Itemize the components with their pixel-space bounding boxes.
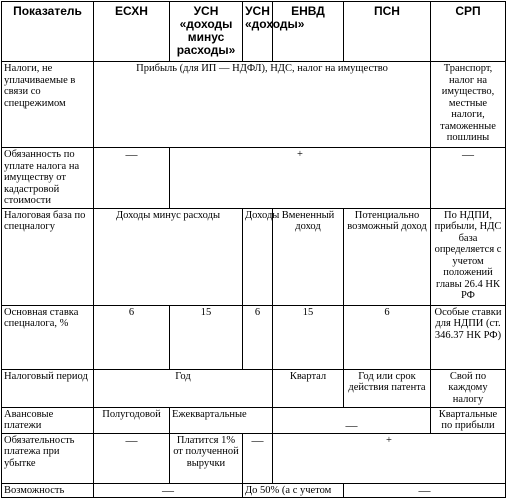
cell-loss-eskhn: — xyxy=(94,433,170,483)
cell-advance-quarterly: Ежеквартальные xyxy=(170,407,273,433)
cell-tax-base-psn: Потенциально возможный доход xyxy=(344,208,431,305)
row-label-advance: Авансовые платежи xyxy=(2,407,94,433)
cell-property-tax-merged: + xyxy=(170,148,431,209)
row-label-loss: Обязательность платежа при убытке xyxy=(2,433,94,483)
row-label-possibility: Возможность xyxy=(2,483,94,498)
cell-possibility-psn-srp: — xyxy=(344,483,506,498)
cell-rate-srp: Особые ставки для НДПИ (ст. 346.37 НК РФ) xyxy=(431,305,506,369)
header-usn-income: УСН «доходы» xyxy=(243,2,273,62)
cell-period-envd: Квартал xyxy=(273,369,344,407)
cell-possibility-usn-envd: До 50% (а с учетом xyxy=(243,483,344,498)
table-row-rate xyxy=(2,305,506,369)
cell-tax-base-envd: Вмененный доход xyxy=(273,208,344,305)
header-envd: ЕНВД xyxy=(273,2,344,62)
cell-rate-psn: 6 xyxy=(344,305,431,369)
header-indicator: Показатель xyxy=(2,2,94,62)
cell-tax-base-usn-income: Доходы xyxy=(243,208,273,305)
table-row-loss xyxy=(2,433,506,483)
row-label-rate: Основная ставка спецналога, % xyxy=(2,305,94,369)
header-row xyxy=(2,2,506,62)
row-label-property-tax: Обязанность по уплате налога на имуществу от кадастровой стоимости xyxy=(2,148,94,209)
header-psn: ПСН xyxy=(344,2,431,62)
cell-not-paid-srp: Транспорт, налог на имущество, местные налоги, таможенные пошлины xyxy=(431,62,506,148)
cell-period-year: Год xyxy=(94,369,273,407)
header-usn-income-minus-expenses: УСН «доходы минус расходы» xyxy=(170,2,243,62)
cell-rate-envd: 15 xyxy=(273,305,344,369)
cell-tax-base-srp: По НДПИ, прибыли, НДС база определяется с учетом положений главы 26.4 НК РФ xyxy=(431,208,506,305)
cell-loss-usn-dr: Платится 1% от полученной выручки xyxy=(170,433,243,483)
cell-tax-base-income-minus-expenses: Доходы минус расходы xyxy=(94,208,243,305)
cell-rate-usn-dr: 15 xyxy=(170,305,243,369)
cell-rate-eskhn: 6 xyxy=(94,305,170,369)
cell-period-psn: Год или срок действия патента xyxy=(344,369,431,407)
table-row-tax-base xyxy=(2,208,506,305)
cell-period-srp: Свой по каждому налогу xyxy=(431,369,506,407)
cell-property-tax-eskhn: — xyxy=(94,148,170,209)
table-row-period xyxy=(2,369,506,407)
table-row-advance xyxy=(2,407,506,433)
row-label-not-paid: Налоги, не уплачиваемые в связи со спецрежимом xyxy=(2,62,94,148)
header-srp: СРП xyxy=(431,2,506,62)
cell-not-paid-merged: Прибыль (для ИП — НДФЛ), НДС, налог на имущество xyxy=(94,62,431,148)
cell-loss-merged: + xyxy=(273,433,506,483)
cell-rate-usn-d: 6 xyxy=(243,305,273,369)
table-row-not-paid-taxes xyxy=(2,62,506,148)
cell-possibility-eskhn-usn: — xyxy=(94,483,243,498)
row-label-period: Налоговый период xyxy=(2,369,94,407)
table-row-possibility xyxy=(2,483,506,498)
cell-advance-eskhn: Полугодовой xyxy=(94,407,170,433)
cell-property-tax-srp: — xyxy=(431,148,506,209)
cell-advance-srp: Квартальные по прибыли xyxy=(431,407,506,433)
row-label-tax-base: Налоговая база по спецналогу xyxy=(2,208,94,305)
tax-regimes-table xyxy=(1,1,506,498)
cell-advance-envd-psn: — xyxy=(273,407,431,433)
header-eskhn: ЕСХН xyxy=(94,2,170,62)
table-row-property-tax xyxy=(2,148,506,209)
cell-loss-usn-d: — xyxy=(243,433,273,483)
